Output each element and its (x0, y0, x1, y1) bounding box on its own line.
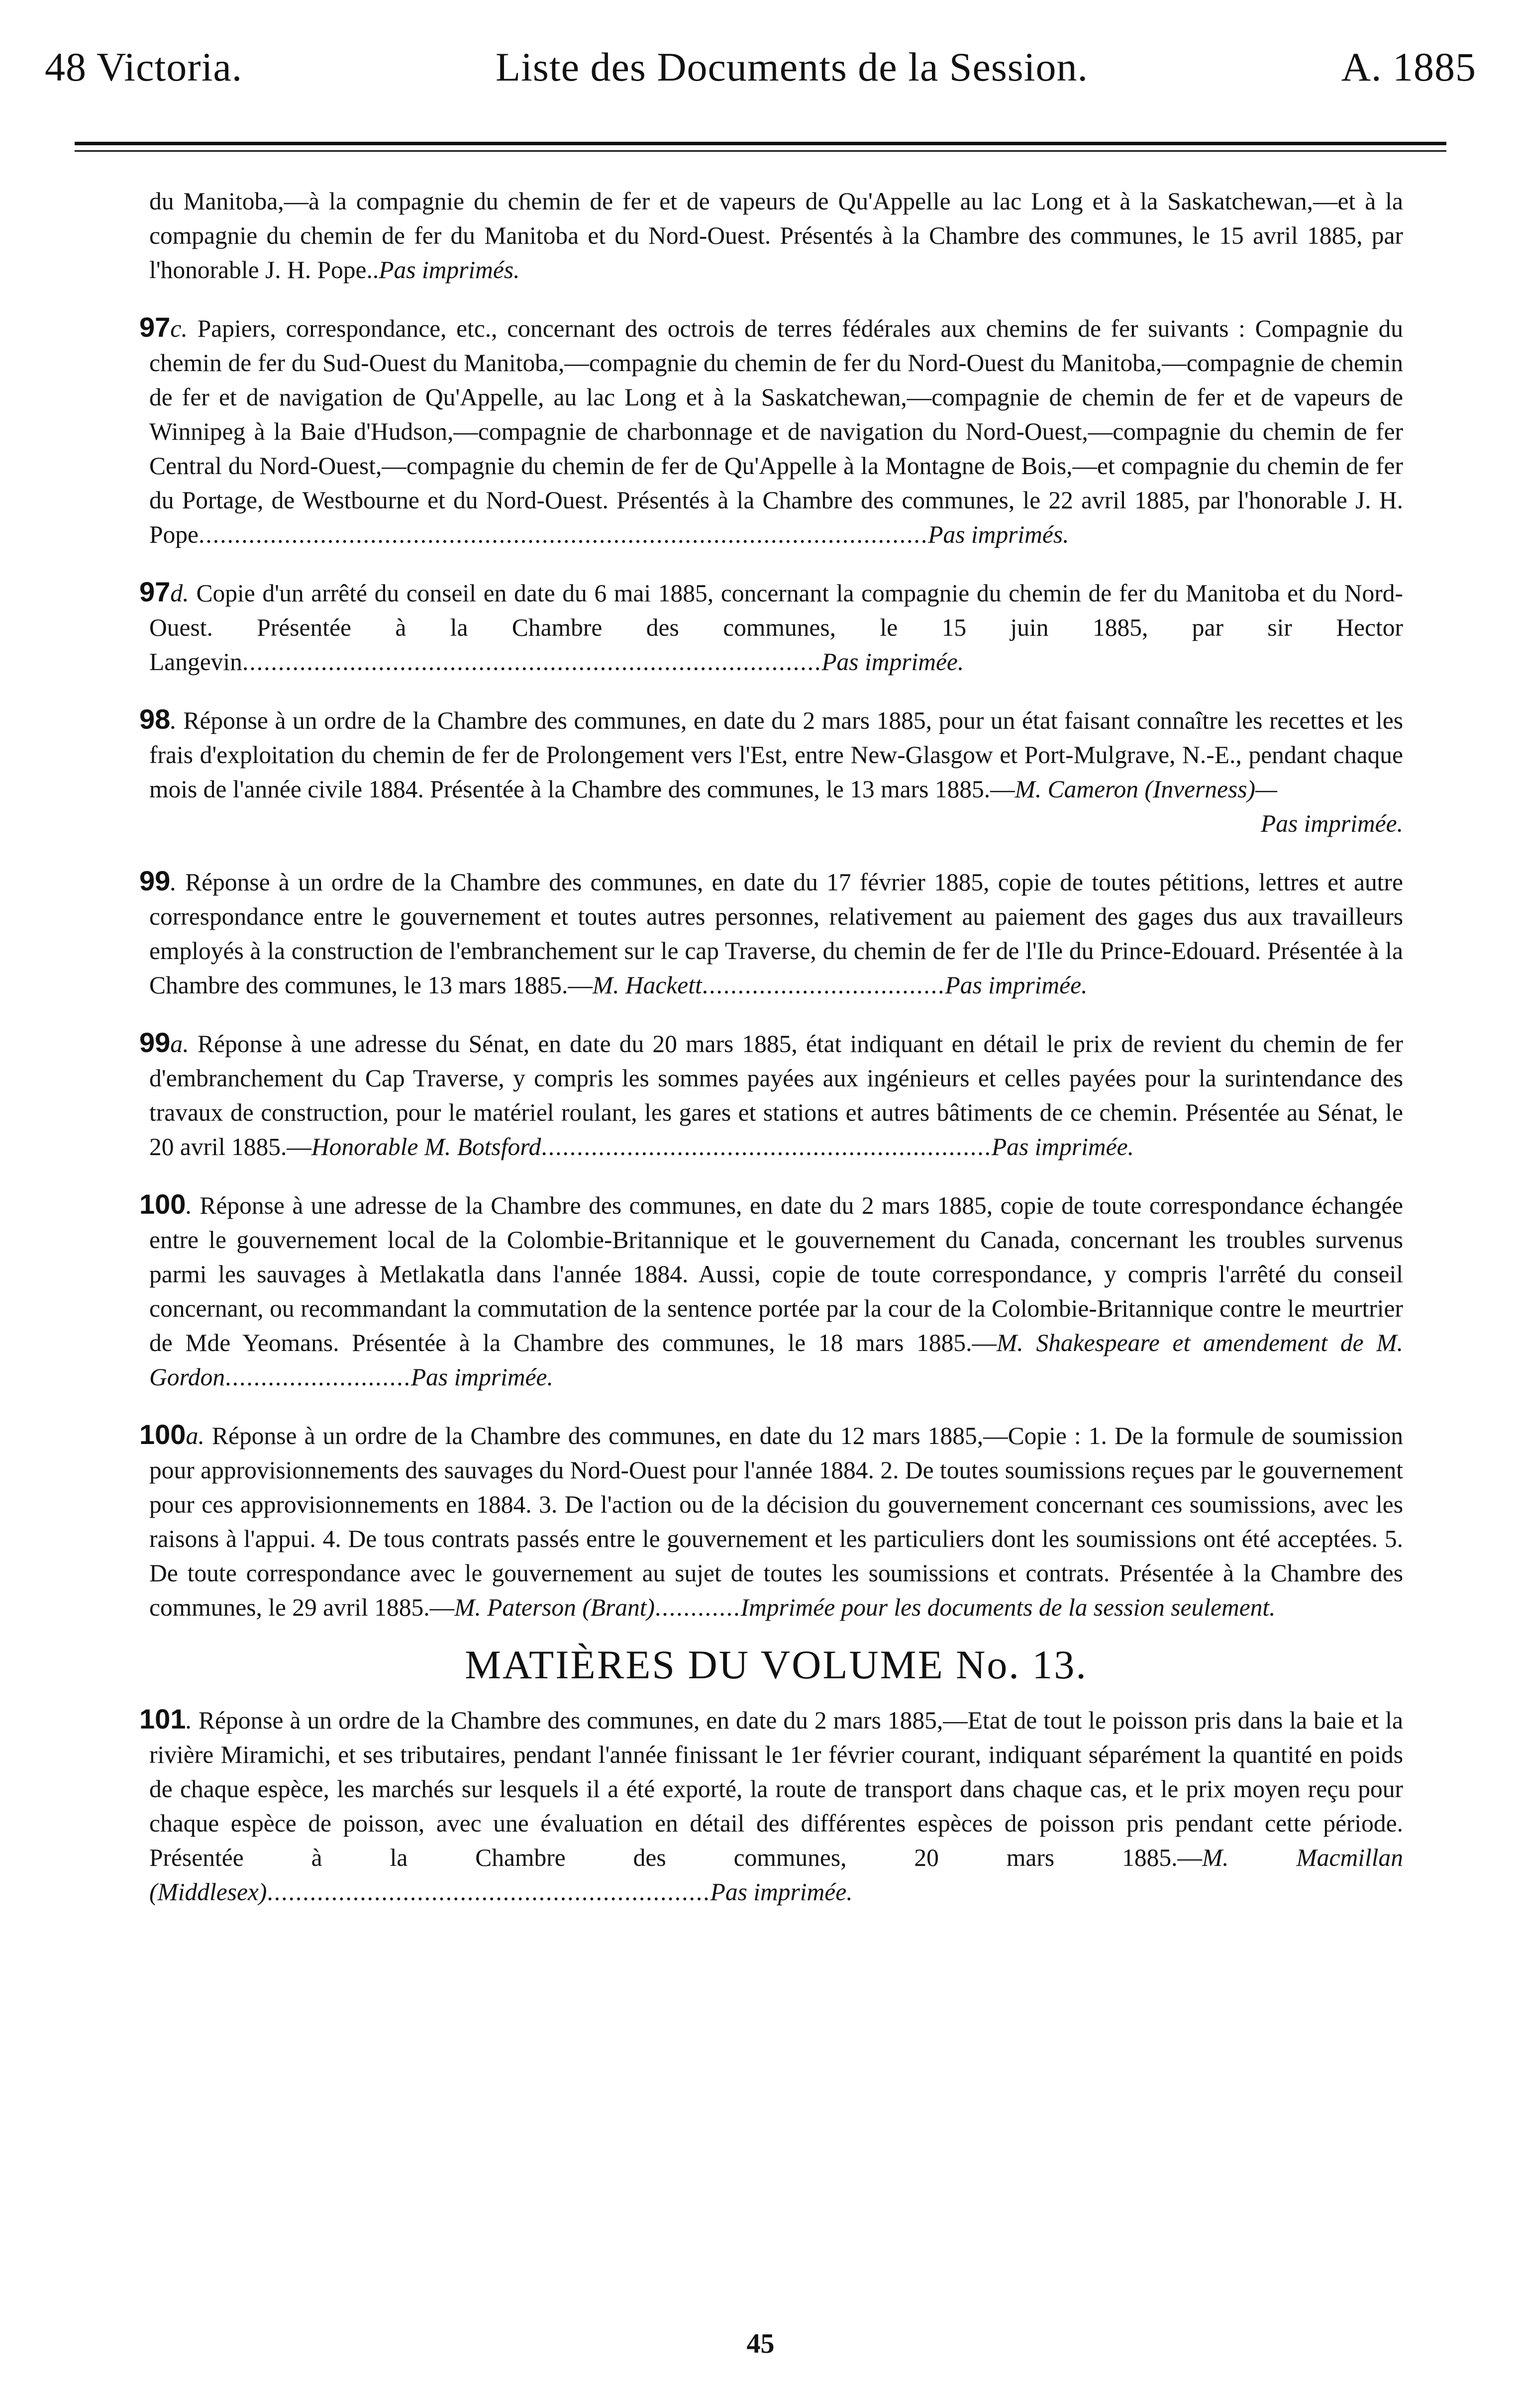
entry-suffix: . (186, 1706, 192, 1734)
page-header (45, 35, 1476, 99)
entry-suffix: . (170, 706, 177, 734)
entry-number: 100 (139, 1419, 186, 1450)
entry-author: M. Macmillan (Middlesex) (149, 1844, 1403, 1906)
entry-author: M. Hackett (592, 971, 702, 999)
entry-number: 97 (139, 311, 171, 343)
entry-list (139, 310, 1404, 1625)
entry-text: Réponse à un ordre de la Chambre des communes, en date du 2 mars 1885,—Etat de tout le poisson pris dans la baie et la rivière Miramichi, et ses tributaires, pendant l'année finissant le 1er février courant, indiquant séparément la quantité en poids de chaque espèce, les marchés sur lesquels il a été exporté, la route de transport dans chaque cas, et le prix moyen reçu pour chaque espèce de poisson, avec une évaluation en détail des différentes espèces de poisson pris pendant cette période. Présentée à la Chambre des communes, 20 mars 1885.— (149, 1707, 1404, 1871)
entry-leader: ............................................................... (541, 1133, 992, 1160)
entry-suffix: c. (170, 314, 188, 342)
entry-text: Réponse à un ordre de la Chambre des communes, en date du 2 mars 1885, pour un état faisant connaître les recettes et les frais d'exploitation du chemin de fer de Prolongement vers l'Est, entre New-Glasgow et Port-Mulgrave, N.-E., pendant chaque mois de l'année civile 1884. Présentée à la Chambre des communes, le 13 mars 1885.— (149, 707, 1404, 803)
entry-text: Réponse à une adresse du Sénat, en date du 20 mars 1885, état indiquant en détail le prix de revient du chemin de fer d'embranchement du Cap Traverse, y compris les sommes payées aux ingénieurs et celles payées pour la surintendance des travaux de construction, pour le matériel roulant, les gares et stations et autres bâtiments de ce chemin. Présentée au Sénat, le 20 avril 1885.— (149, 1030, 1403, 1160)
entry-author: Honorable M. Botsford (311, 1133, 541, 1160)
entry-status: Imprimée pour les documents de la session seulement. (740, 1594, 1276, 1621)
entry-99 (139, 864, 1404, 1002)
entry-number: 98 (139, 703, 171, 735)
entry-leader: .......................... (225, 1363, 411, 1391)
entry-text: Réponse à un ordre de la Chambre des communes, en date du 17 février 1885, copie de toutes pétitions, lettres et autre correspondance entre le gouvernement et toutes autres personnes, relativement au paiement des gages dus aux travailleurs employés à la construction de l'embranchement sur le cap Traverse, du chemin de fer de l'Ile du Prince-Edouard. Présentée à la Chambre des communes, le 13 mars 1885.— (149, 868, 1404, 999)
entry-suffix: d. (170, 579, 189, 607)
entry-number: 100 (139, 1188, 186, 1220)
entry-98 (139, 702, 1404, 841)
entry-leader: .............................................................. (267, 1878, 710, 1906)
entry-100 (139, 1187, 1404, 1394)
entry-status: Pas imprimés. (928, 521, 1069, 548)
entry-number: 99 (139, 865, 171, 896)
header-rule-thin (75, 150, 1446, 152)
entry-suffix: a. (186, 1422, 204, 1449)
continuation-status: Pas imprimés. (379, 256, 520, 284)
entry-100a (139, 1417, 1403, 1625)
entry-status: Pas imprimée. (1261, 810, 1403, 837)
header-year: A. 1885 (1341, 44, 1476, 90)
entry-97c (139, 310, 1404, 552)
entry-text: Réponse à un ordre de la Chambre des communes, en date du 12 mars 1885,—Copie : 1. De la formule de soumission pour approvisionnements des sauvages du Nord-Ouest pour l'année 1884. 2. De toutes soumissions reçues par le gouvernement pour ces approvisionnements en 1884. 3. De l'action ou de la décision du gouvernement concernant ces soumissions, avec les raisons à l'appui. 4. De tous contrats passés entre le gouvernement et les particuliers dont les soumissions ont été acceptées. 5. De toute correspondance avec le gouvernement au sujet de toutes les soumissions et contrats. Présentée à la Chambre des communes, le 29 avril 1885.— (149, 1422, 1403, 1621)
entry-number: 97 (139, 576, 171, 607)
entry-leader: .................................. (702, 971, 945, 999)
entry-author: M. Paterson (Brant) (454, 1594, 655, 1621)
header-rule-thick (75, 142, 1446, 145)
entry-author: M. Shakespeare et amendement de M. Gordon (149, 1329, 1403, 1391)
entry-status: Pas imprimée. (945, 971, 1088, 999)
entry-status: Pas imprimée. (821, 648, 964, 675)
continuation-text: du Manitoba,—à la compagnie du chemin de fer et de vapeurs de Qu'Appelle au lac Long et à la Saskatchewan,—et à la compagnie du chemin de fer du Manitoba et du Nord-Ouest. Présentés à la Chambre des communes, le 15 avril 1885, par l'honorable J. H. Pope.. (149, 188, 1403, 284)
entry-leader: ............ (654, 1594, 741, 1621)
entry-number: 99 (139, 1027, 171, 1058)
entry-number: 101 (139, 1703, 186, 1734)
entry-101 (139, 1702, 1404, 1909)
header-session: 48 Victoria. (45, 44, 243, 90)
entry-text: Copie d'un arrêté du conseil en date du 6 mai 1885, concernant la compagnie du chemin de fer du Manitoba et du Nord-Ouest. Présentée à la Chambre des communes, le 15 juin 1885, par sir Hector Langevin (149, 579, 1404, 675)
entry-99a (139, 1025, 1403, 1164)
page-number: 45 (746, 2328, 775, 2359)
entry-leader: ...................................................................................................... (199, 521, 928, 548)
entry-text: Papiers, correspondance, etc., concernant des octrois de terres fédérales aux chemins de fer suivants : Compagnie du chemin de fer du Sud-Ouest du Manitoba,—compagnie du chemin de fer du Nord-Ouest du Manitoba,—compagnie de chemin de fer et de navigation de Qu'Appelle, au lac Long et à la Saskatchewan,—compagnie de chemin de fer et de vapeurs de Winnipeg à la Baie d'Hudson,—compagnie de charbonnage et de navigation du Nord-Ouest,—compagnie du chemin de fer Central du Nord-Ouest,—compagnie du chemin de fer de Qu'Appelle à la Montagne de Bois,—et compagnie du chemin de fer du Portage, de Westbourne et du Nord-Ouest. Présentés à la Chambre des communes, le 22 avril 1885, par l'honorable J. H. Pope (149, 315, 1404, 548)
entry-list-volume-13 (139, 1702, 1404, 1909)
header-title: Liste des Documents de la Session. (496, 44, 1088, 90)
entry-status: Pas imprimée. (710, 1878, 853, 1906)
entry-author: M. Cameron (Inverness)— (1014, 775, 1278, 803)
header-rule (75, 142, 1446, 152)
entry-suffix: . (186, 1191, 192, 1219)
entry-leader: ................................................................................. (242, 648, 822, 675)
entry-97d (139, 575, 1404, 679)
entry-status: Pas imprimée. (992, 1133, 1134, 1160)
section-title: MATIÈRES DU VOLUME No. 13. (465, 1642, 1088, 1687)
entry-suffix: a. (170, 1030, 189, 1058)
document-body (139, 184, 1404, 1932)
entry-status: Pas imprimée. (410, 1363, 553, 1391)
entry-suffix: . (170, 868, 177, 896)
entry-text: Réponse à une adresse de la Chambre des communes, en date du 2 mars 1885, copie de toute correspondance échangée entre le gouvernement local de la Colombie-Britannique et le gouvernement du Canada, concernant les troubles survenus parmi les sauvages à Metlakatla dans l'année 1884. Aussi, copie de toute correspondance, y compris l'arrêté du conseil concernant, ou recommandant la commutation de la sentence portée par la cour de la Colombie-Britannique contre le meurtrier de Mde Yeomans. Présentée à la Chambre des communes, le 18 mars 1885.— (149, 1192, 1404, 1356)
continuation-paragraph (149, 184, 1403, 287)
